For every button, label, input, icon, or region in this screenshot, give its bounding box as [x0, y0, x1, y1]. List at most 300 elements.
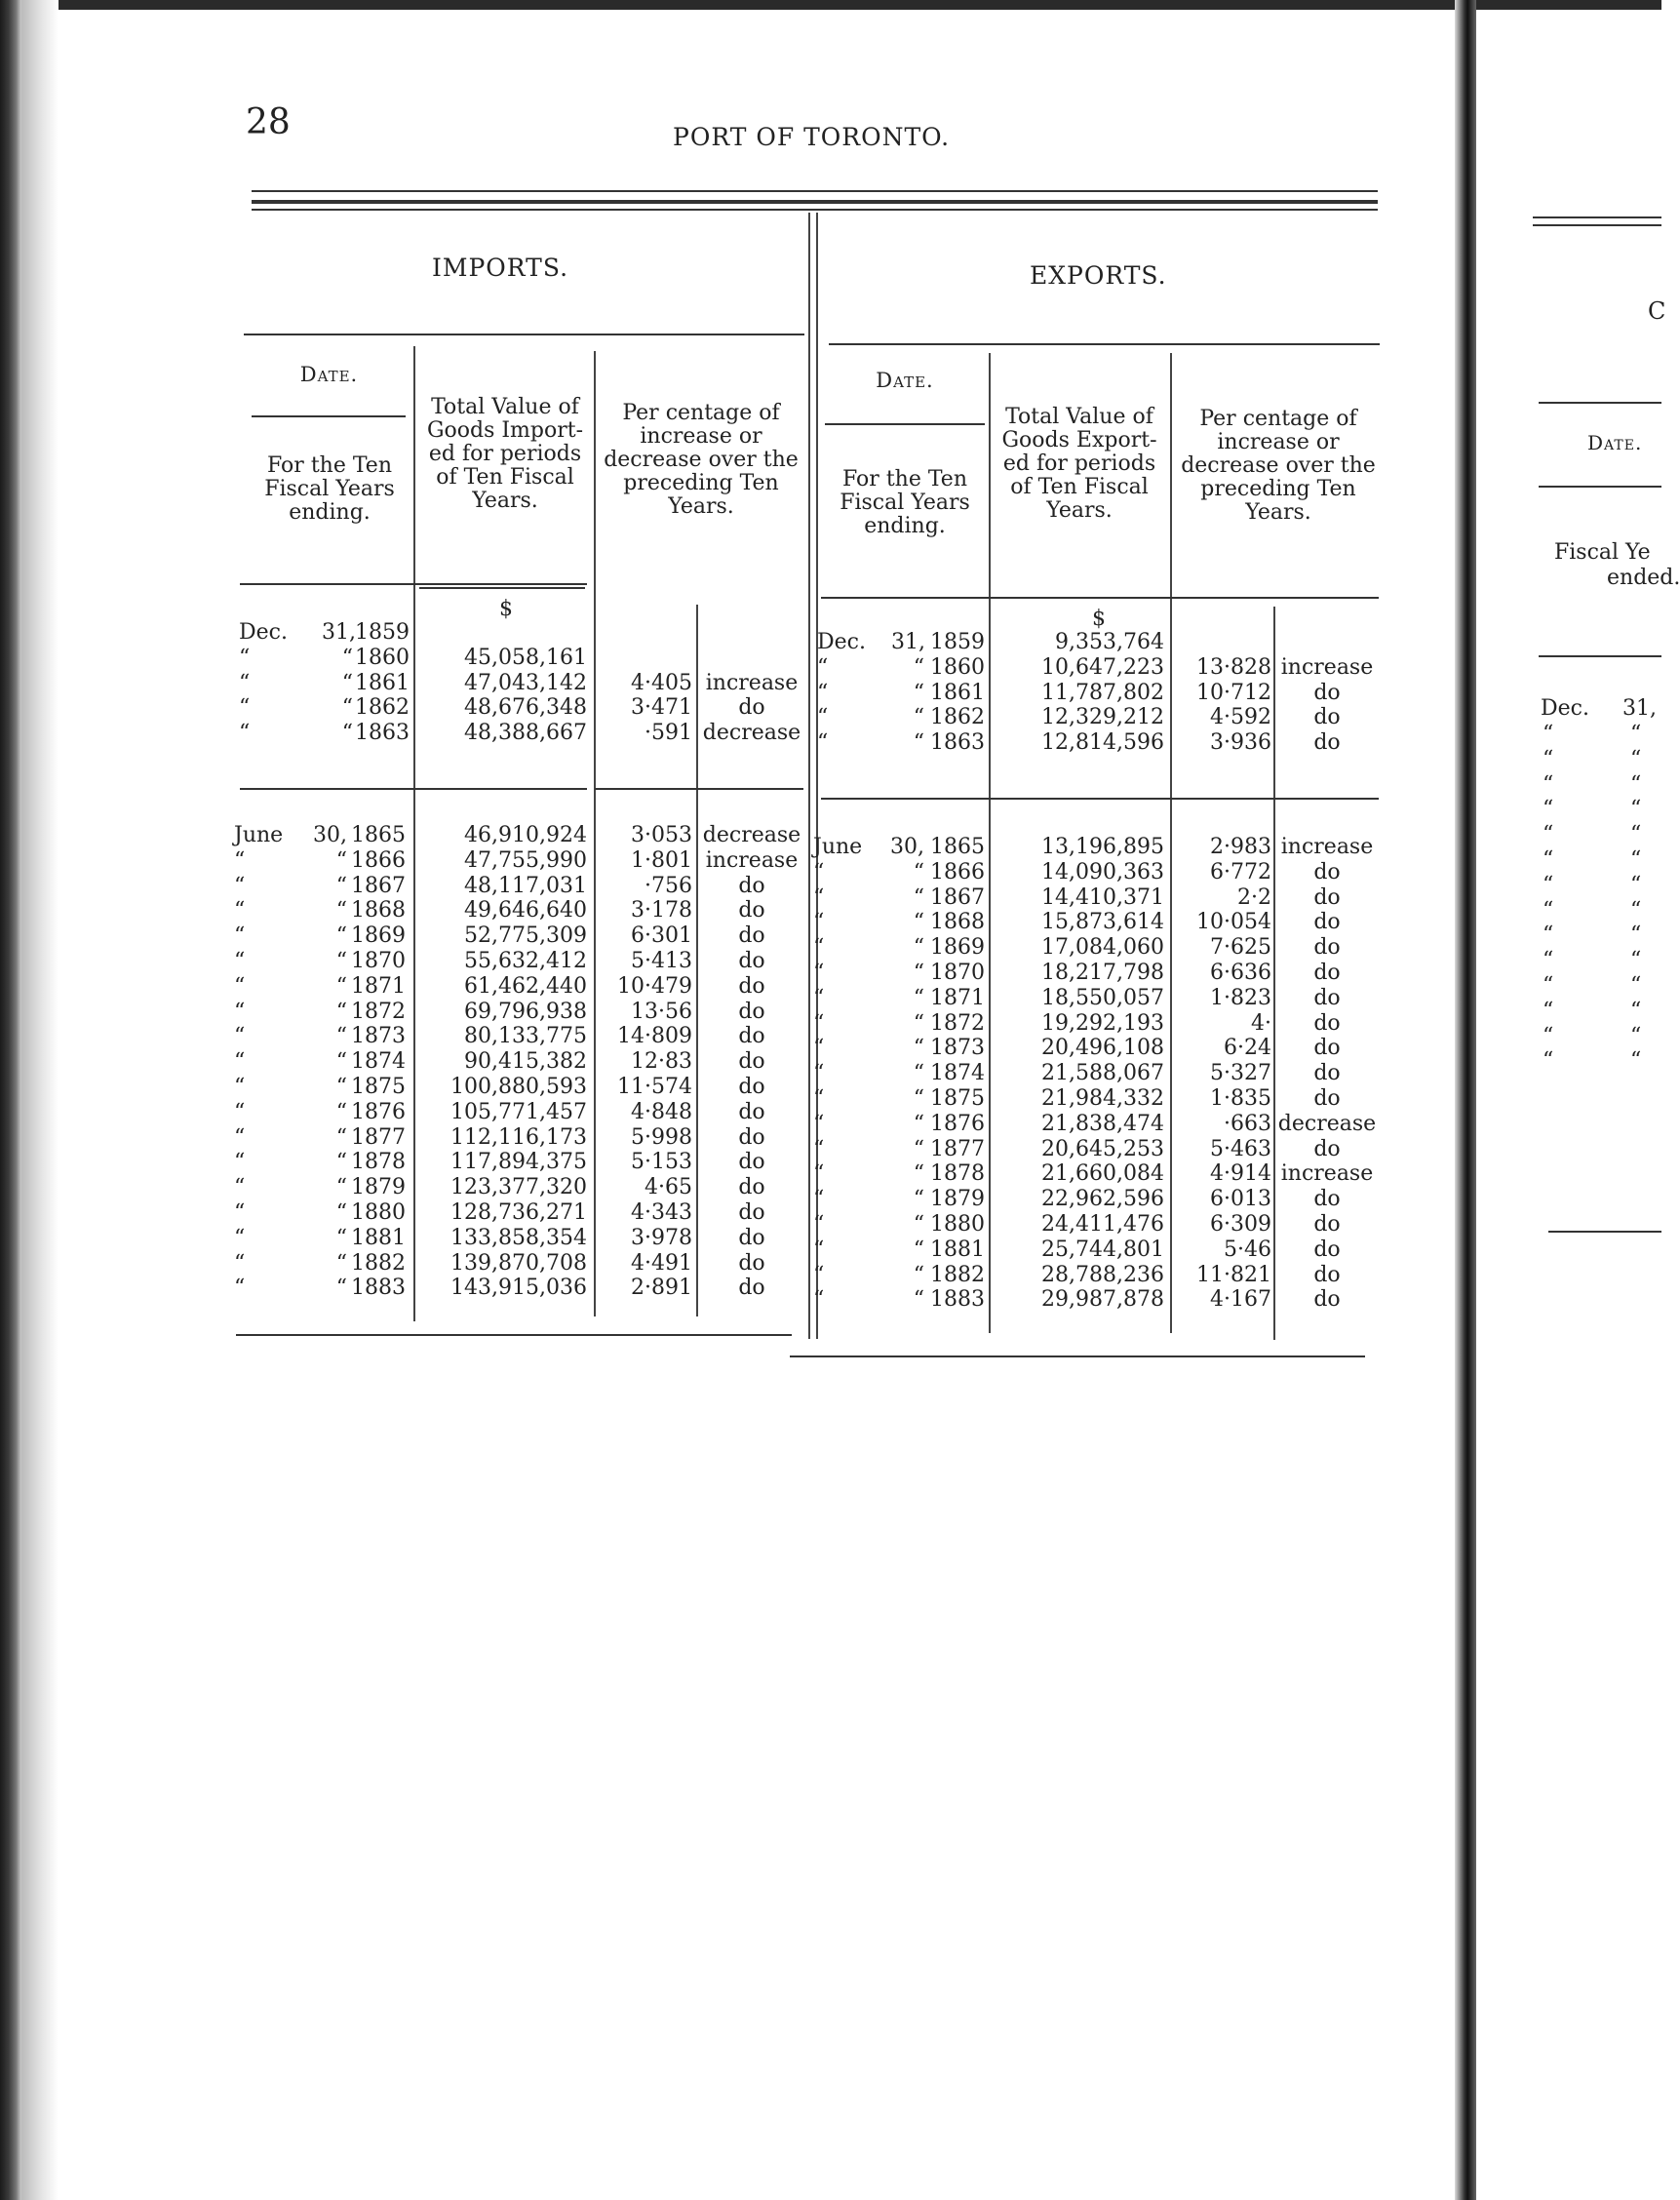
- cell: “: [234, 948, 246, 973]
- cell: “: [234, 873, 246, 898]
- cell: 1870: [930, 960, 985, 985]
- cell: 12,814,596: [1041, 730, 1164, 756]
- cell: do: [1313, 1010, 1341, 1036]
- cell: 14·809: [617, 1024, 692, 1049]
- cell: do: [1313, 884, 1341, 910]
- cell: “: [913, 1111, 924, 1136]
- exports-mid-rule: [821, 798, 1379, 800]
- fragment-top-rule: [1533, 216, 1661, 218]
- cell: do: [738, 1124, 765, 1150]
- cell: “: [234, 1225, 246, 1250]
- cell: “: [913, 1136, 924, 1161]
- cell: do: [738, 973, 765, 999]
- fragment-ditto-months: [1543, 722, 1572, 1074]
- cell: “: [335, 1024, 347, 1049]
- exports-dec-values: [995, 630, 1164, 756]
- cell: “: [1630, 1048, 1642, 1074]
- cell: 31,: [322, 620, 356, 645]
- cell: “: [813, 1187, 825, 1212]
- cell: Dec.: [817, 630, 866, 654]
- exports-june-values: [995, 835, 1164, 1313]
- cell: 1·801: [631, 847, 692, 873]
- cell: 1861: [355, 670, 410, 695]
- imports-bottom-rule: [236, 1334, 792, 1336]
- cell: [698, 620, 805, 646]
- cell: “: [234, 1175, 246, 1200]
- imports-mid-rule: [240, 788, 587, 790]
- cell: “: [234, 1049, 246, 1075]
- cell: do: [738, 1199, 765, 1225]
- cell: “: [817, 654, 829, 680]
- cell: 1867: [351, 873, 406, 898]
- fragment-first-day: 31,: [1622, 696, 1657, 721]
- cell: “: [1543, 771, 1554, 797]
- cell: 90,415,382: [464, 1049, 587, 1075]
- imports-vr-1: [413, 346, 415, 1321]
- imports-june-days: [312, 823, 347, 1301]
- cell: 1872: [351, 999, 406, 1024]
- cell: “: [813, 884, 825, 910]
- exports-vr-1: [989, 353, 991, 1333]
- cell: 17,084,060: [1041, 935, 1164, 961]
- cell: “: [1543, 822, 1554, 847]
- cell: 14,410,371: [1041, 884, 1164, 910]
- cell: [698, 646, 805, 671]
- cell: 6·772: [1210, 859, 1271, 884]
- cell: “: [234, 847, 246, 873]
- cell: “: [813, 1036, 825, 1061]
- cell: 1862: [930, 705, 985, 730]
- cell: 25,744,801: [1041, 1237, 1164, 1262]
- cell: 1872: [930, 1010, 985, 1036]
- cell: “: [913, 705, 924, 730]
- cell: “: [341, 645, 353, 670]
- cell: 1873: [351, 1024, 406, 1049]
- exports-dollar-sign: $: [1092, 607, 1106, 631]
- cell: do: [1313, 1061, 1341, 1086]
- imports-head-rule: [240, 583, 587, 585]
- cell: do: [1313, 935, 1341, 961]
- cell: 12·83: [631, 1049, 692, 1075]
- imports-dec-pct: [597, 620, 692, 746]
- cell: 9,353,764: [1055, 630, 1164, 654]
- cell: do: [738, 695, 765, 721]
- cell: “: [1543, 722, 1554, 746]
- imports-title: IMPORTS.: [432, 254, 569, 282]
- imports-value-header: Total Value of Goods Import-ed for periods of Ten Fiscal Years.: [426, 395, 584, 513]
- cell: “: [335, 1074, 347, 1099]
- cell: “: [234, 1150, 246, 1175]
- page-number: 28: [246, 102, 291, 142]
- cell: ·663: [1224, 1111, 1271, 1136]
- cell: 6·309: [1210, 1211, 1271, 1237]
- cell: “: [813, 1237, 825, 1262]
- cell: do: [1313, 910, 1341, 935]
- cell: 1869: [351, 923, 406, 949]
- cell: “: [1543, 872, 1554, 897]
- cell: “: [239, 721, 251, 746]
- cell: do: [1313, 705, 1341, 730]
- cell: 4·405: [631, 670, 692, 695]
- cell: 20,645,253: [1041, 1136, 1164, 1161]
- cell: do: [738, 1024, 765, 1049]
- imports-dec-days: [322, 620, 356, 746]
- cell: do: [738, 898, 765, 923]
- imports-mid-rule-2: [595, 788, 803, 790]
- cell: 80,133,775: [464, 1024, 587, 1049]
- cell: 1875: [930, 1085, 985, 1111]
- cell: do: [1313, 1136, 1341, 1161]
- cell: 13,196,895: [1041, 835, 1164, 859]
- cell: 1866: [930, 859, 985, 884]
- cell: 3·053: [631, 823, 692, 847]
- cell: “: [913, 680, 924, 705]
- cell: do: [738, 873, 765, 898]
- cell: increase: [1280, 835, 1374, 859]
- cell: 1874: [930, 1061, 985, 1086]
- cell: 1·823: [1210, 985, 1271, 1010]
- cell: 69,796,938: [464, 999, 587, 1024]
- cell: 1874: [351, 1049, 406, 1075]
- imports-date-subheader: For the Ten Fiscal Years ending.: [264, 453, 395, 525]
- cell: “: [1543, 998, 1554, 1023]
- cell: 10·054: [1196, 910, 1271, 935]
- cell: 1859: [355, 620, 410, 645]
- cell: 123,377,320: [450, 1175, 587, 1200]
- cell: “: [1543, 1048, 1554, 1074]
- exports-june-pct: [1174, 835, 1271, 1313]
- exports-june-years: [926, 835, 985, 1313]
- cell: do: [1313, 680, 1341, 705]
- cell: 1865: [351, 823, 406, 847]
- cell: 47,043,142: [464, 670, 587, 695]
- cell: 10·479: [617, 973, 692, 999]
- cell: “: [335, 898, 347, 923]
- cell: 48,388,667: [464, 721, 587, 746]
- cell: 13·828: [1196, 654, 1271, 680]
- cell: “: [913, 1061, 924, 1086]
- cell: 52,775,309: [464, 923, 587, 949]
- imports-date-rule: [252, 415, 406, 417]
- cell: 3·471: [631, 695, 692, 721]
- exports-bottom-rule: [790, 1355, 1365, 1357]
- cell: 1867: [930, 884, 985, 910]
- fragment-rule-2: [1539, 486, 1661, 488]
- cell: “: [813, 1211, 825, 1237]
- cell: “: [813, 960, 825, 985]
- cell: 1883: [351, 1276, 406, 1301]
- cell: 1862: [355, 695, 410, 721]
- cell: 2·983: [1210, 835, 1271, 859]
- cell: “: [335, 948, 347, 973]
- cell: 1882: [930, 1262, 985, 1287]
- cell: 18,217,798: [1041, 960, 1164, 985]
- cell: “: [913, 910, 924, 935]
- cell: 45,058,161: [464, 645, 587, 670]
- imports-vr-2: [594, 351, 596, 1316]
- cell: “: [335, 1225, 347, 1250]
- imports-dec-years: [355, 620, 410, 746]
- cell: 5·327: [1210, 1061, 1271, 1086]
- cell: 21,984,332: [1041, 1085, 1164, 1111]
- cell: “: [913, 1187, 924, 1212]
- cell: “: [1630, 722, 1642, 746]
- fragment-top-rule-2: [1533, 224, 1661, 226]
- cell: 22,962,596: [1041, 1187, 1164, 1212]
- cell: [1273, 630, 1381, 655]
- cell: 5·153: [631, 1150, 692, 1175]
- cell: 133,858,354: [450, 1225, 587, 1250]
- cell: 10·712: [1196, 680, 1271, 705]
- imports-june-pct: [597, 823, 692, 1301]
- cell: “: [234, 1099, 246, 1124]
- cell: “: [1630, 746, 1642, 771]
- cell: 3·936: [1210, 730, 1271, 756]
- fragment-rule-3: [1539, 655, 1661, 657]
- cell: 2·891: [631, 1276, 692, 1301]
- exports-value-header: Total Value of Goods Export-ed for periods of Ten Fiscal Years.: [1001, 405, 1157, 523]
- imports-dec-values: [419, 620, 587, 746]
- cell: 1859: [930, 630, 985, 654]
- cell: “: [1630, 872, 1642, 897]
- cell: 1869: [930, 935, 985, 961]
- cell: 1866: [351, 847, 406, 873]
- exports-dec-days: [891, 630, 924, 756]
- cell: 11·821: [1196, 1262, 1271, 1287]
- cell: 1877: [930, 1136, 985, 1161]
- cell: “: [813, 985, 825, 1010]
- cell: “: [335, 1099, 347, 1124]
- imports-head-rule-2: [419, 587, 585, 589]
- cell: “: [813, 910, 825, 935]
- cell: “: [817, 680, 829, 705]
- cell: “: [234, 1250, 246, 1276]
- imports-date-header: Date.: [299, 363, 359, 386]
- cell: “: [813, 859, 825, 884]
- cell: “: [335, 1124, 347, 1150]
- cell: 4·343: [631, 1199, 692, 1225]
- cell: do: [1313, 1262, 1341, 1287]
- cell: 1861: [930, 680, 985, 705]
- cell: 1875: [351, 1074, 406, 1099]
- cell: “: [234, 1276, 246, 1301]
- cell: “: [335, 973, 347, 999]
- running-head: PORT OF TORONTO.: [673, 123, 951, 151]
- cell: 11·574: [617, 1074, 692, 1099]
- cell: “: [335, 1199, 347, 1225]
- cell: 11,787,802: [1041, 680, 1164, 705]
- exports-dec-years: [926, 630, 985, 756]
- cell: “: [913, 1085, 924, 1111]
- cell: “: [239, 670, 251, 695]
- top-rule-thick: [252, 200, 1378, 204]
- cell: do: [738, 1099, 765, 1124]
- cell: “: [817, 705, 829, 730]
- imports-pct-header: Per centage of increase or decrease over the preceding Ten Years.: [604, 401, 799, 519]
- cell: “: [1543, 797, 1554, 822]
- cell: 1868: [351, 898, 406, 923]
- imports-june-months: [234, 823, 302, 1301]
- cell: 48,117,031: [464, 873, 587, 898]
- cell: “: [341, 670, 353, 695]
- cell: do: [738, 1276, 765, 1301]
- cell: do: [1313, 1237, 1341, 1262]
- cell: do: [1313, 1187, 1341, 1212]
- exports-date-header: Date.: [876, 369, 934, 392]
- cell: 4·592: [1210, 705, 1271, 730]
- page-edge-shading: [21, 0, 59, 2200]
- imports-dollar-sign: $: [499, 597, 513, 621]
- cell: decrease: [1277, 1111, 1377, 1136]
- cell: 12,329,212: [1041, 705, 1164, 730]
- cell: 4·914: [1210, 1161, 1271, 1187]
- cell: do: [738, 1250, 765, 1276]
- cell: 21,838,474: [1041, 1111, 1164, 1136]
- cell: do: [738, 1074, 765, 1099]
- cell: “: [335, 999, 347, 1024]
- cell: 6·013: [1210, 1187, 1271, 1212]
- cell: [597, 620, 692, 646]
- cell: “: [239, 645, 251, 670]
- cell: [597, 646, 692, 671]
- cell: 6·24: [1224, 1036, 1271, 1061]
- fragment-bottom-rule: [1548, 1231, 1661, 1233]
- fragment-ditto-days: [1630, 722, 1660, 1074]
- cell: 1871: [930, 985, 985, 1010]
- cell: “: [234, 973, 246, 999]
- cell: 1870: [351, 948, 406, 973]
- fragment-first-month: Dec.: [1541, 696, 1589, 721]
- cell: 21,588,067: [1041, 1061, 1164, 1086]
- cell: “: [335, 1276, 347, 1301]
- cell: do: [738, 923, 765, 949]
- cell: “: [1630, 822, 1642, 847]
- exports-pct-header: Per centage of increase or decrease over the preceding Ten Years.: [1181, 407, 1376, 525]
- cell: ·591: [645, 721, 692, 746]
- cell: do: [738, 1225, 765, 1250]
- cell: “: [1630, 897, 1642, 923]
- cell: 5·413: [631, 948, 692, 973]
- cell: 18,550,057: [1041, 985, 1164, 1010]
- cell: 2·2: [1237, 884, 1271, 910]
- cell: 46,910,924: [464, 823, 587, 847]
- cell: 5·463: [1210, 1136, 1271, 1161]
- cell: 29,987,878: [1041, 1287, 1164, 1313]
- cell: “: [335, 847, 347, 873]
- cell: 4·: [1251, 1010, 1271, 1036]
- cell: 48,676,348: [464, 695, 587, 721]
- cell: “: [1630, 797, 1642, 822]
- cell: 14,090,363: [1041, 859, 1164, 884]
- cell: 3·178: [631, 898, 692, 923]
- cell: 1881: [351, 1225, 406, 1250]
- cell: “: [335, 1175, 347, 1200]
- cell: “: [913, 1161, 924, 1187]
- cell: “: [913, 1287, 924, 1313]
- cell: increase: [705, 847, 799, 873]
- cell: 6·636: [1210, 960, 1271, 985]
- imports-title-rule: [244, 334, 804, 335]
- center-rule-left: [808, 213, 810, 1339]
- cell: “: [335, 1150, 347, 1175]
- cell: do: [738, 1175, 765, 1200]
- cell: do: [738, 1150, 765, 1175]
- cell: “: [341, 721, 353, 746]
- cell: 1865: [930, 835, 985, 859]
- cell: “: [913, 1036, 924, 1061]
- cell: do: [738, 999, 765, 1024]
- imports-dec-change: [698, 620, 805, 746]
- cell: “: [813, 1287, 825, 1313]
- cell: 1863: [355, 721, 410, 746]
- cell: “: [913, 960, 924, 985]
- cell: [1174, 630, 1271, 655]
- cell: 1863: [930, 730, 985, 756]
- cell: “: [913, 730, 924, 756]
- cell: “: [813, 1010, 825, 1036]
- cell: do: [1313, 1211, 1341, 1237]
- fragment-fiscal-line2: ended.: [1607, 566, 1680, 590]
- exports-vr-2: [1170, 353, 1172, 1333]
- cell: “: [1543, 972, 1554, 998]
- cell: increase: [1280, 654, 1374, 680]
- cell: 31,: [891, 630, 925, 654]
- cell: 139,870,708: [450, 1250, 587, 1276]
- cell: 1882: [351, 1250, 406, 1276]
- exports-dec-months: [817, 630, 876, 756]
- cell: do: [1313, 730, 1341, 756]
- cell: “: [1630, 923, 1642, 948]
- cell: 1881: [930, 1237, 985, 1262]
- cell: [419, 620, 587, 646]
- cell: “: [234, 1074, 246, 1099]
- cell: decrease: [702, 823, 801, 847]
- cell: “: [1543, 1023, 1554, 1048]
- cell: increase: [1280, 1161, 1374, 1187]
- cell: 61,462,440: [464, 973, 587, 999]
- cell: “: [234, 1124, 246, 1150]
- cell: “: [335, 1250, 347, 1276]
- cell: “: [1630, 948, 1642, 973]
- cell: 1·835: [1210, 1085, 1271, 1111]
- cell: do: [1313, 1085, 1341, 1111]
- fragment-letter: C: [1648, 297, 1666, 325]
- cell: “: [813, 935, 825, 961]
- cell: 1876: [351, 1099, 406, 1124]
- cell: 1877: [351, 1124, 406, 1150]
- cell: 1860: [355, 645, 410, 670]
- cell: 1876: [930, 1111, 985, 1136]
- cell: 1878: [351, 1150, 406, 1175]
- cell: 47,755,990: [464, 847, 587, 873]
- cell: “: [817, 730, 829, 756]
- cell: 13·56: [631, 999, 692, 1024]
- cell: 1879: [930, 1187, 985, 1212]
- cell: “: [1543, 897, 1554, 923]
- cell: 15,873,614: [1041, 910, 1164, 935]
- cell: do: [1313, 859, 1341, 884]
- exports-head-rule: [821, 597, 1379, 599]
- exports-date-subheader: For the Ten Fiscal Years ending.: [840, 467, 970, 538]
- cell: decrease: [702, 721, 801, 746]
- cell: 5·46: [1224, 1237, 1271, 1262]
- cell: “: [913, 935, 924, 961]
- cell: “: [813, 1161, 825, 1187]
- cell: 117,894,375: [450, 1150, 587, 1175]
- cell: 30,: [890, 835, 924, 859]
- cell: “: [1543, 846, 1554, 872]
- cell: “: [813, 1061, 825, 1086]
